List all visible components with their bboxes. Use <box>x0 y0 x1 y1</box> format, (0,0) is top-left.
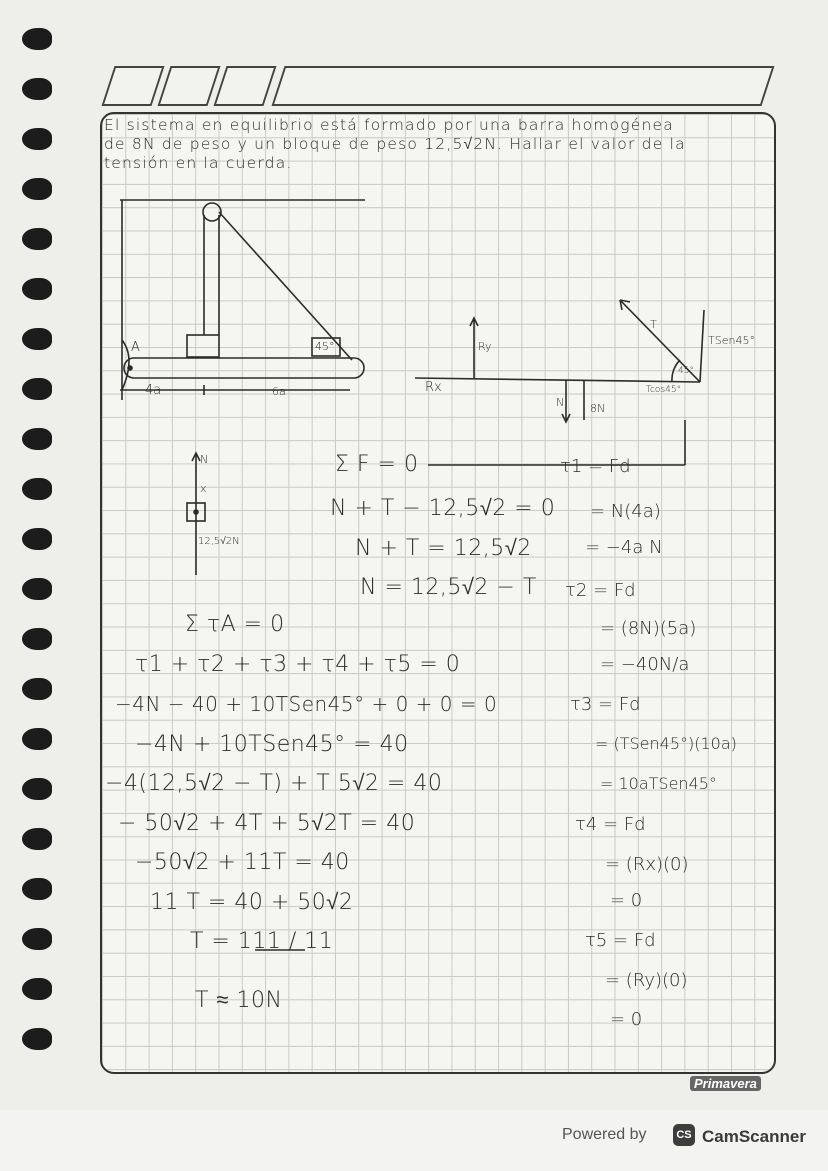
fbd-angle-label: 45° <box>678 366 694 376</box>
torque-3: τ3 = Fd <box>570 694 641 715</box>
final-answer: T ≈ 10N <box>195 988 283 1013</box>
torque-4-result: = 0 <box>610 890 643 911</box>
torque-eq-7: −50√2 + 11T = 40 <box>135 850 350 875</box>
torque-3-step: = (TSen45°)(10a) <box>595 734 737 753</box>
problem-line-1: El sistema en equilibrio está formado por una barra homogénea <box>104 116 674 134</box>
torque-eq-2: τ1 + τ2 + τ3 + τ4 + τ5 = 0 <box>135 652 461 677</box>
block-n-label: N <box>200 453 209 466</box>
torque-5: τ5 = Fd <box>585 930 656 951</box>
torque-1-result: = −4a N <box>585 537 663 558</box>
fbd-ry-label: Ry <box>478 340 492 353</box>
torque-1-step: = N(4a) <box>590 501 661 522</box>
camscanner-logo-icon: CS <box>673 1124 695 1146</box>
fbd-t-label: T <box>650 318 657 331</box>
torque-5-step: = (Ry)(0) <box>605 970 688 991</box>
distance-6a: 6a <box>272 385 286 398</box>
notebook-brand-logo: Primavera <box>690 1076 761 1091</box>
fbd-n-label: N <box>556 396 565 409</box>
angle-label: 45° <box>315 340 335 353</box>
force-eq-4: N = 12,5√2 − T <box>360 575 537 600</box>
fbd-tsen-label: TSen45° <box>708 334 755 347</box>
torque-eq-4: −4N + 10TSen45° = 40 <box>135 732 409 757</box>
force-eq-2: N + T − 12,5√2 = 0 <box>330 496 556 521</box>
powered-by-text: Powered by <box>562 1126 647 1143</box>
fbd-tcos-label: Tcos45° <box>646 385 682 395</box>
torque-eq-6: − 50√2 + 4T + 5√2T = 40 <box>118 811 416 836</box>
problem-line-3: tensión en la cuerda. <box>104 154 293 172</box>
camscanner-name: CamScanner <box>702 1127 806 1146</box>
fbd-rx-label: Rx <box>425 380 442 395</box>
force-eq-3: N + T = 12,5√2 <box>355 536 532 561</box>
problem-line-2: de 8N de peso y un bloque de peso 12,5√2N. Hallar el valor de la <box>104 135 686 153</box>
torque-eq-1: Σ τA = 0 <box>185 612 285 637</box>
fbd-weight-label: 8N <box>590 402 606 415</box>
distance-4a: 4a <box>145 383 162 398</box>
torque-2-result: = −40N/a <box>600 654 690 675</box>
torque-2: τ2 = Fd <box>565 580 636 601</box>
torque-eq-5: −4(12,5√2 − T) + T 5√2 = 40 <box>105 771 443 796</box>
torque-5-result: = 0 <box>610 1009 643 1030</box>
torque-eq-3: −4N − 40 + 10TSen45° + 0 + 0 = 0 <box>115 692 498 716</box>
torque-eq-8: 11 T = 40 + 50√2 <box>150 890 354 915</box>
block-x-label: x <box>200 482 207 495</box>
force-eq-1: Σ F = 0 <box>335 452 419 477</box>
point-a-label: A <box>131 340 140 355</box>
block-weight-label: 12,5√2N <box>198 536 240 547</box>
torque-2-step: = (8N)(5a) <box>600 618 697 639</box>
torque-eq-9: T = 111 / 11 <box>190 929 334 954</box>
torque-3-result: = 10aTSen45° <box>600 774 717 793</box>
torque-4: τ4 = Fd <box>575 814 646 835</box>
torque-4-step: = (Rx)(0) <box>605 854 689 875</box>
torque-1: τ1 = Fd <box>560 456 631 477</box>
